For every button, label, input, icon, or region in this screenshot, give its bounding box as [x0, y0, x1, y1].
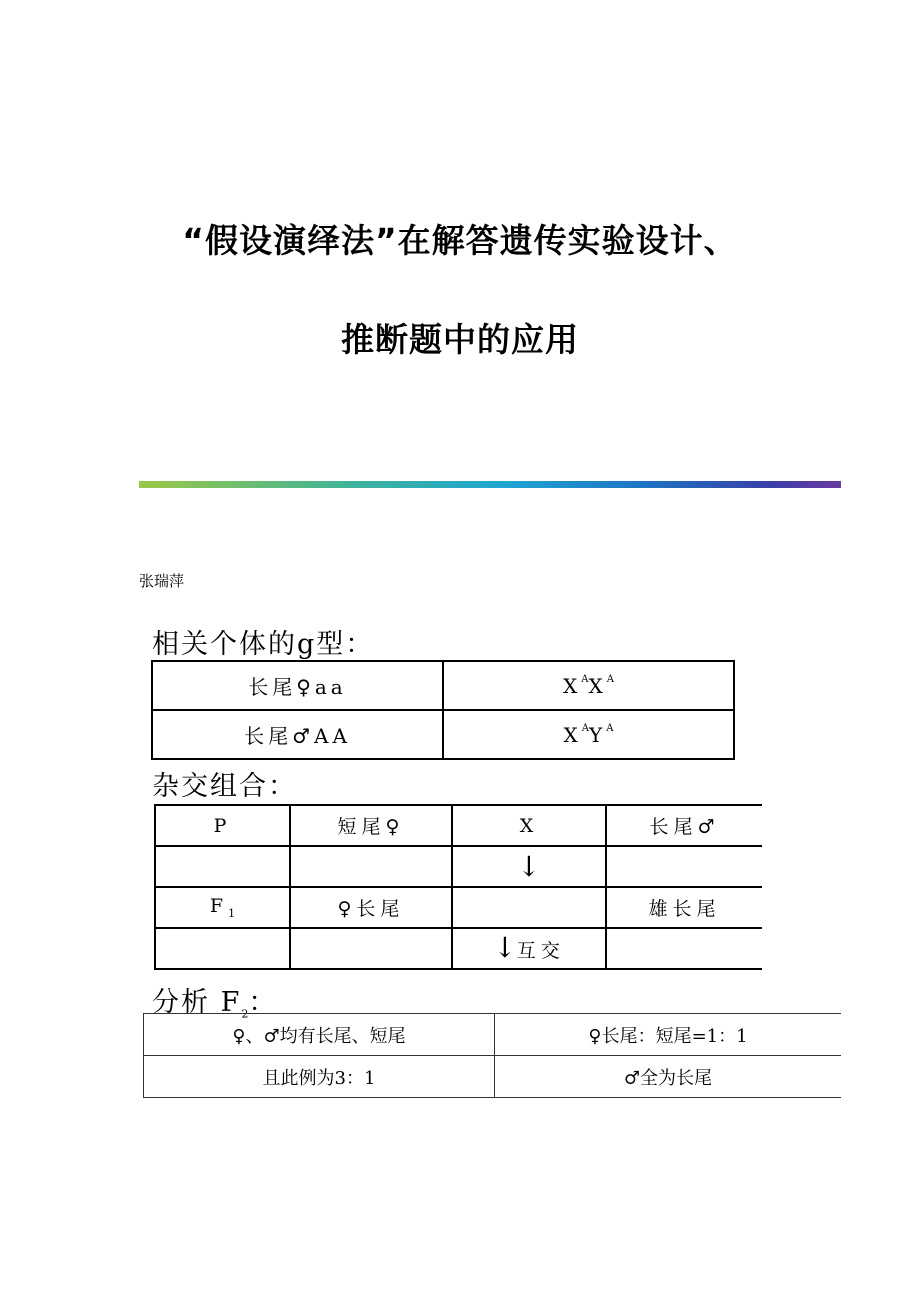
generation-p: P	[155, 805, 290, 846]
intercross-cell	[452, 928, 606, 969]
generation-f1: $F_1$	[155, 887, 290, 928]
gradient-divider	[139, 481, 841, 488]
cross-symbol: X	[452, 805, 606, 846]
down-arrow: ↓	[452, 846, 606, 887]
title-line-2: 推断题中的应用	[341, 320, 579, 359]
intercross-arrow: ↓	[493, 931, 517, 964]
table-row	[155, 887, 762, 928]
f2-cell: 且此例为3：1	[144, 1056, 495, 1098]
f2-table	[143, 1013, 841, 1098]
table-row	[155, 805, 762, 846]
parent-male: 长尾♂	[606, 805, 762, 846]
genotype-heading: 相关个体的g型：	[152, 629, 375, 660]
genotype-cell: $X^AX^A$	[443, 661, 734, 710]
title-line-1: “假设演绎法”在解答遗传实验设计、	[182, 221, 738, 260]
table-row	[152, 710, 734, 759]
f2-cell: ♀、♂均有长尾、短尾	[144, 1014, 495, 1056]
genotype-table	[151, 660, 735, 760]
phenotype-cell: 长尾♂AA	[152, 710, 443, 759]
intercross-label: 互交	[516, 940, 565, 962]
f2-cell: ♀长尾：短尾=1：1	[495, 1014, 842, 1056]
genotype-cell: $X^AY^A$	[443, 710, 734, 759]
f2-heading: 分析 $F_2$：	[152, 987, 278, 1021]
table-row	[144, 1014, 842, 1056]
f1-male: 雄长尾	[606, 887, 762, 928]
phenotype-cell: 长尾♀aa	[152, 661, 443, 710]
parent-female: 短尾♀	[290, 805, 452, 846]
table-row	[155, 846, 762, 887]
author-name: 张瑞萍	[139, 572, 185, 590]
table-row	[155, 928, 762, 969]
table-row	[144, 1056, 842, 1098]
f2-cell: ♂全为长尾	[495, 1056, 842, 1098]
table-row	[152, 661, 734, 710]
cross-table	[154, 804, 762, 970]
cross-heading: 杂交组合：	[152, 771, 297, 802]
f1-female: ♀长尾	[290, 887, 452, 928]
